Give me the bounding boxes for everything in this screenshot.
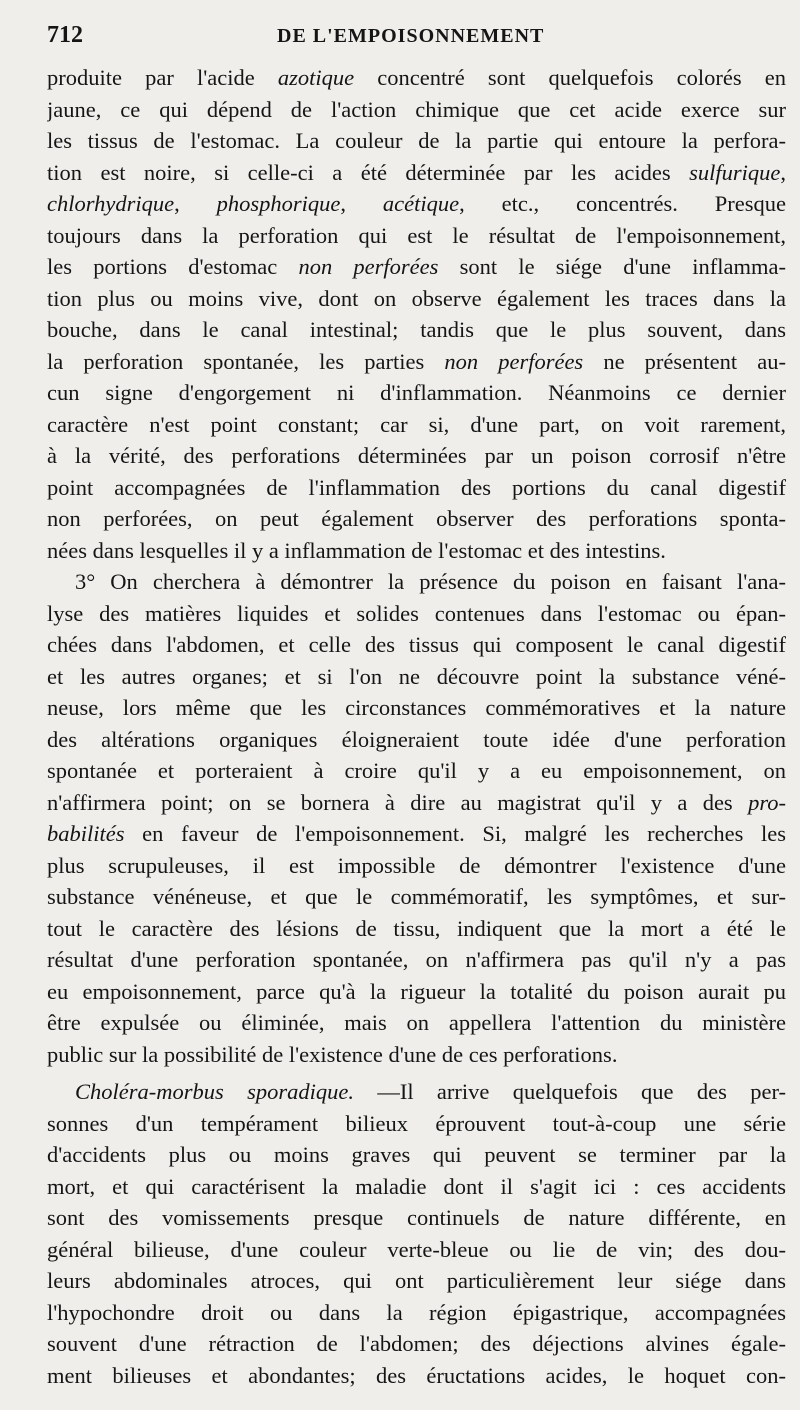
text-line [47, 157, 786, 189]
text-segment: , [340, 191, 383, 216]
text-segment: souvent d'une rétraction de l'abdomen; des déjections alvines égale- [47, 1331, 786, 1356]
text-segment: à la vérité, des perforations déterminées par un poison corrosif n'être [47, 443, 786, 468]
text-segment: , [174, 191, 217, 216]
text-line [47, 850, 786, 882]
text-segment: général bilieuse, d'une couleur verte-bleue ou lie de vin; des dou- [47, 1236, 786, 1262]
text-line [47, 377, 786, 409]
text-line [47, 94, 786, 126]
text-line [47, 1039, 786, 1071]
text-segment: la perforation spontanée, les parties [47, 348, 445, 374]
italic-text: pro- [748, 789, 786, 815]
text-segment: jaune, ce qui dépend de l'action chimique que cet acide exerce sur [47, 96, 786, 122]
text-segment: mort, et qui caractérisent la maladie dont il s'agit ici : ces accidents [47, 1173, 786, 1199]
text-segment: des altérations organiques éloigneraient toute idée d'une perforation [47, 726, 786, 752]
text-line [47, 1360, 786, 1392]
text-segment: les portions d'estomac [47, 254, 299, 279]
italic-text: phosphorique [216, 191, 341, 216]
text-segment: résultat d'une perforation spontanée, on n'affirmera pas qu'il n'y a pas [47, 947, 786, 972]
text-line [47, 1108, 786, 1140]
text-segment: tion plus ou moins vive, dont on observe également les traces dans la [47, 285, 786, 311]
text-line [47, 787, 786, 819]
italic-text: sulfurique [689, 159, 781, 185]
text-line [47, 1007, 786, 1039]
text-line [47, 472, 786, 504]
text-line [47, 724, 786, 756]
text-line [47, 881, 786, 913]
text-line [47, 1076, 786, 1108]
text-line [47, 1265, 786, 1297]
text-segment: spontanée et porteraient à croire qu'il y a eu empoisonnement, on [47, 758, 786, 783]
text-segment: eu empoisonnement, parce qu'à la rigueur la totalité du poison aurait pu [47, 978, 786, 1004]
body-text [47, 62, 786, 1391]
text-segment: toujours dans la perforation qui est le résultat de l'empoisonnement, [47, 222, 786, 248]
text-segment: bouche, dans le canal intestinal; tandis que le plus souvent, dans [47, 317, 786, 342]
text-line [47, 1297, 786, 1329]
page-number: 712 [47, 22, 83, 48]
text-segment: sont des vomissements presque continuels de nature différente, en [47, 1205, 786, 1230]
italic-text: non perforées [444, 348, 584, 374]
text-line [47, 913, 786, 945]
running-header [47, 22, 786, 62]
text-segment: —Il arrive quelquefois que des per- [353, 1079, 786, 1104]
text-line [47, 220, 786, 252]
text-segment: tout le caractère des lésions de tissu, indiquent que la mort a été le [47, 915, 786, 941]
text-line [47, 62, 786, 94]
text-line [47, 125, 786, 157]
text-line [47, 283, 786, 315]
italic-text: Choléra-morbus sporadique. [75, 1079, 354, 1104]
text-line [47, 661, 786, 693]
text-segment: caractère n'est point constant; car si, d'une part, on voit rarement, [47, 411, 786, 437]
text-segment: lyse des matières liquides et solides contenues dans l'estomac ou épan- [47, 600, 786, 626]
text-segment: cun signe d'engorgement ni d'inflammation. Néanmoins ce dernier [47, 380, 786, 405]
text-segment: l'hypochondre droit ou dans la région épigastrique, accompagnées [47, 1299, 786, 1325]
text-segment: ment bilieuses et abondantes; des éructations acides, le hoquet con- [47, 1362, 786, 1388]
italic-text: chlorhydrique [47, 191, 175, 216]
text-segment: et les autres organes; et si l'on ne découvre point la substance véné- [47, 663, 786, 689]
text-line [47, 944, 786, 976]
text-segment: sont le siége d'une inflamma- [438, 254, 786, 279]
text-line [47, 818, 786, 850]
text-line [47, 1328, 786, 1360]
text-segment: être expulsée ou éliminée, mais on appellera l'attention du ministère [47, 1010, 786, 1035]
text-segment: leurs abdominales atroces, qui ont particulièrement leur siége dans [47, 1268, 786, 1293]
text-segment: substance vénéneuse, et que le commémoratif, les symptômes, et sur- [47, 884, 786, 909]
text-segment: nées dans lesquelles il y a inflammation de l'estomac et des intestins. [47, 537, 666, 563]
text-segment: plus scrupuleuses, il est impossible de démontrer l'existence d'une [47, 852, 786, 878]
text-segment: les tissus de l'estomac. La couleur de la partie qui entoure la perfora- [47, 128, 786, 153]
text-line [47, 1202, 786, 1234]
text-line [47, 409, 786, 441]
text-segment: n'affirmera point; on se bornera à dire au magistrat qu'il y a des [47, 789, 749, 815]
text-segment: 3° On cherchera à démontrer la présence du poison en faisant l'ana- [75, 569, 786, 594]
text-segment: point accompagnées de l'inflammation des portions du canal digestif [47, 474, 786, 500]
text-line [47, 1234, 786, 1266]
text-segment: d'accidents plus ou moins graves qui peuvent se terminer par la [47, 1142, 786, 1167]
text-segment: , [780, 159, 786, 185]
text-line [47, 629, 786, 661]
text-line [47, 188, 786, 220]
text-line [47, 598, 786, 630]
text-line [47, 440, 786, 472]
text-line [47, 692, 786, 724]
italic-text: non perforées [298, 254, 439, 279]
text-line [47, 755, 786, 787]
text-segment: chées dans l'abdomen, et celle des tissus qui composent le canal digestif [47, 632, 786, 657]
italic-text: acétique [382, 191, 460, 216]
text-line [47, 1139, 786, 1171]
text-line [47, 346, 786, 378]
text-line [47, 1171, 786, 1203]
text-segment: sonnes d'un tempérament bilieux éprouvent tout-à-coup une série [47, 1110, 786, 1136]
italic-text: azotique [277, 65, 355, 90]
text-segment: tion est noire, si celle-ci a été déterminée par les acides [47, 159, 690, 185]
text-line [47, 976, 786, 1008]
text-segment: neuse, lors même que les circonstances commémoratives et la nature [47, 695, 786, 720]
text-line [47, 251, 786, 283]
text-line [47, 566, 786, 598]
running-title: DE L'EMPOISONNEMENT [277, 25, 545, 47]
text-line [47, 503, 786, 535]
text-segment: produite par l'acide [47, 65, 278, 90]
text-line [47, 535, 786, 567]
text-segment: non perforées, on peut également observer des perforations sponta- [47, 506, 786, 531]
text-segment: concentré sont quelquefois colorés en [354, 65, 786, 90]
italic-text: babilités [47, 821, 125, 846]
text-segment: en faveur de l'empoisonnement. Si, malgré les recherches les [124, 821, 786, 846]
text-line [47, 314, 786, 346]
text-segment: ne présentent au- [583, 348, 786, 374]
text-segment: public sur la possibilité de l'existence d'une de ces perforations. [47, 1041, 618, 1067]
text-segment: , etc., concentrés. Presque [459, 191, 786, 216]
